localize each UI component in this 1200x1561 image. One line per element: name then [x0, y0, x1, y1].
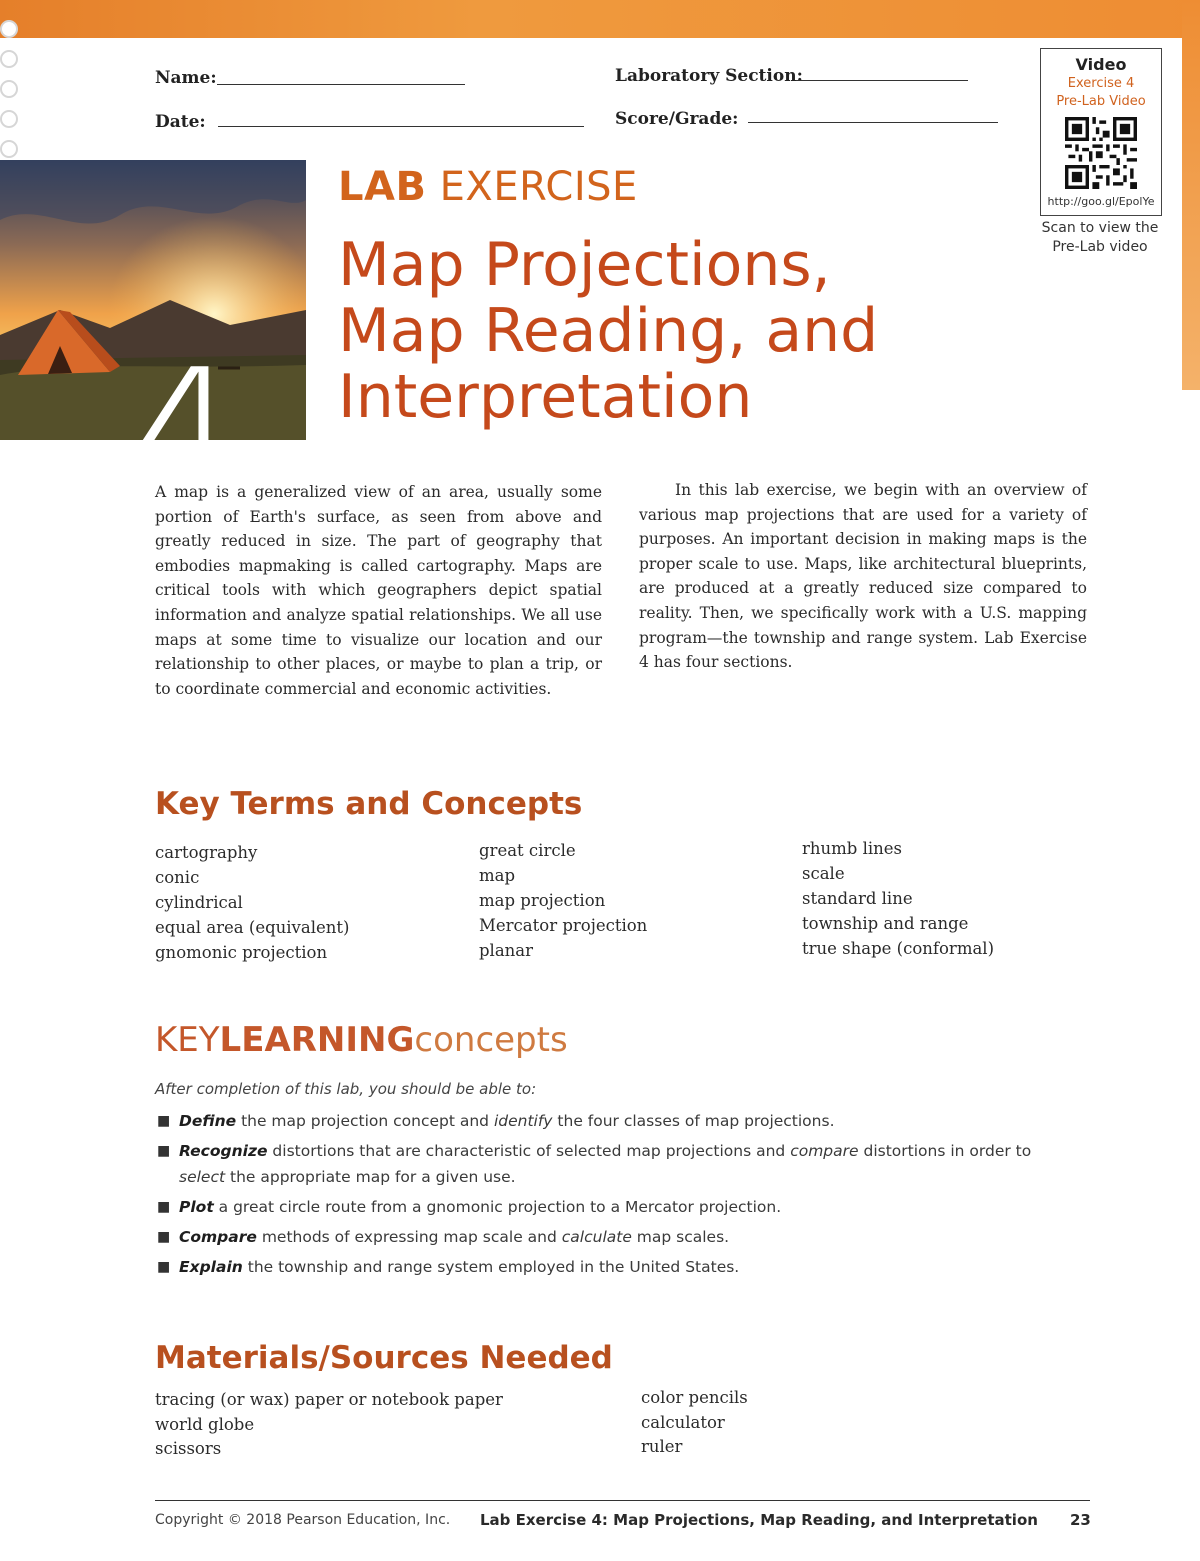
learning-text: distortions in order to [858, 1142, 1032, 1160]
video-subtitle-2: Pre-Lab Video [1056, 94, 1146, 109]
term-item: cylindrical [155, 893, 243, 912]
bullet-icon: ■ [157, 1259, 171, 1275]
title-line-3: Interpretation [338, 362, 753, 432]
term-item: map [479, 866, 516, 885]
learning-verb-secondary: compare [790, 1142, 859, 1160]
bullet-icon: ■ [157, 1199, 171, 1215]
material-item: color pencils [641, 1388, 748, 1407]
lab-exercise-label [338, 164, 638, 210]
qr-caption-2: Pre-Lab video [1052, 239, 1148, 255]
material-item: tracing (or wax) paper or notebook paper [155, 1390, 503, 1409]
learning-text: the township and range system employed in the United States. [242, 1258, 740, 1276]
learning-text: map scales. [631, 1228, 730, 1246]
copyright-notice: Copyright © 2018 Pearson Education, Inc. [155, 1512, 451, 1528]
key-learning-heading [155, 1020, 568, 1060]
learning-verb: Define [179, 1112, 237, 1130]
term-item: conic [155, 868, 200, 887]
intro-left-paragraph: A map is a generalized view of an area, usually some portion of Earth's surface, as seen from above and greatly reduced in size. The part of geography that embodies mapmaking is called cartography. Maps are critical tools with which geographers depict spatial information and analyze spatial relationships. We all use maps at some time to visualize our location and our relationship to other places, or maybe to plan a trip, or to coordinate commercial and economic activities. [155, 483, 602, 698]
materials-heading: Materials/Sources Needed [155, 1340, 613, 1376]
learning-text: methods of expressing map scale and [256, 1228, 562, 1246]
term-item: map projection [479, 891, 606, 910]
video-url[interactable]: http://goo.gl/EpolYe [1047, 195, 1155, 208]
learning-verb: Compare [179, 1228, 257, 1246]
term-item: Mercator projection [479, 916, 648, 935]
video-qr-panel [1040, 48, 1162, 216]
video-title: Video [1075, 55, 1127, 74]
learning-text: the appropriate map for a given use. [225, 1168, 516, 1186]
klc-heading-part3: concepts [414, 1020, 568, 1060]
materials-col-2 [641, 1386, 748, 1460]
materials-col-1 [155, 1388, 503, 1462]
qr-code-icon[interactable] [1065, 117, 1137, 189]
term-item: standard line [802, 889, 913, 908]
title-line-1: Map Projections, [338, 230, 831, 300]
learning-text: distortions that are characteristic of selected map projections and [267, 1142, 791, 1160]
learning-verb-secondary: identify [493, 1112, 553, 1130]
learning-text: a great circle route from a gnomonic projection to a Mercator projection. [213, 1198, 782, 1216]
video-subtitle-1: Exercise 4 [1067, 76, 1135, 91]
klc-heading-part2: LEARNING [219, 1020, 415, 1060]
date-label: Date: [155, 112, 206, 132]
key-terms-col-3 [802, 836, 994, 961]
key-terms-col-2 [479, 838, 647, 963]
term-item: rhumb lines [802, 839, 903, 858]
term-item: true shape (conformal) [802, 939, 995, 958]
material-item: scissors [155, 1439, 222, 1458]
name-field[interactable] [217, 84, 465, 85]
learning-text: the map projection concept and [236, 1112, 494, 1130]
key-learning-list [155, 1108, 1055, 1284]
intro-right-paragraph: In this lab exercise, we begin with an overview of various map projections that are used for a variety of purposes. An important decision in making maps is the proper scale to use. Maps, like architectural blueprints, are produced at a greatly reduced size compared to reality. Then, we specifically work with a U.S. mapping program—the township and range system. Lab Exercise 4 has four sections. [639, 481, 1087, 672]
learning-verb-secondary: calculate [561, 1228, 632, 1246]
right-color-band [1182, 0, 1200, 390]
title-line-2: Map Reading, and [338, 296, 879, 366]
top-color-band [0, 0, 1200, 38]
exercise-number: 4 [118, 327, 246, 560]
lab-label-prefix: LAB [338, 164, 427, 210]
date-field[interactable] [218, 126, 584, 127]
lab-section-field[interactable] [796, 80, 968, 81]
term-item: gnomonic projection [155, 943, 328, 962]
term-item: equal area (equivalent) [155, 918, 350, 937]
lab-section-label: Laboratory Section: [615, 66, 803, 86]
lab-label-suffix: EXERCISE [439, 164, 638, 210]
key-terms-col-1 [155, 840, 349, 965]
key-terms-heading: Key Terms and Concepts [155, 786, 583, 822]
term-item: scale [802, 864, 845, 883]
learning-verb: Explain [179, 1258, 243, 1276]
list-item [155, 1254, 1055, 1280]
bullet-icon: ■ [157, 1143, 171, 1159]
klc-heading-part1: KEY [155, 1020, 220, 1060]
list-item [155, 1194, 1055, 1220]
material-item: calculator [641, 1412, 725, 1432]
page-title [338, 232, 1038, 430]
bullet-icon: ■ [157, 1113, 171, 1129]
list-item [155, 1138, 1055, 1190]
learning-verb: Recognize [179, 1142, 268, 1160]
score-field[interactable] [748, 122, 998, 123]
term-item: township and range [802, 914, 969, 933]
material-item: world globe [155, 1414, 255, 1434]
footer-divider [155, 1500, 1090, 1501]
term-item: cartography [155, 843, 258, 862]
list-item [155, 1108, 1055, 1134]
hero-photo [0, 160, 306, 560]
qr-caption-1: Scan to view the [1041, 220, 1159, 236]
term-item: great circle [479, 841, 576, 860]
material-item: ruler [641, 1437, 683, 1456]
name-label: Name: [155, 68, 217, 88]
term-item: planar [479, 941, 534, 960]
running-title: Lab Exercise 4: Map Projections, Map Reading, and Interpretation [480, 1511, 1038, 1529]
learning-text: the four classes of map projections. [552, 1112, 835, 1130]
bullet-icon: ■ [157, 1229, 171, 1245]
page-number: 23 [1070, 1511, 1091, 1529]
list-item [155, 1224, 1055, 1250]
key-learning-intro: After completion of this lab, you should be able to: [155, 1080, 537, 1098]
score-label: Score/Grade: [615, 109, 739, 129]
learning-verb-secondary: select [179, 1168, 226, 1186]
learning-verb: Plot [179, 1198, 214, 1216]
